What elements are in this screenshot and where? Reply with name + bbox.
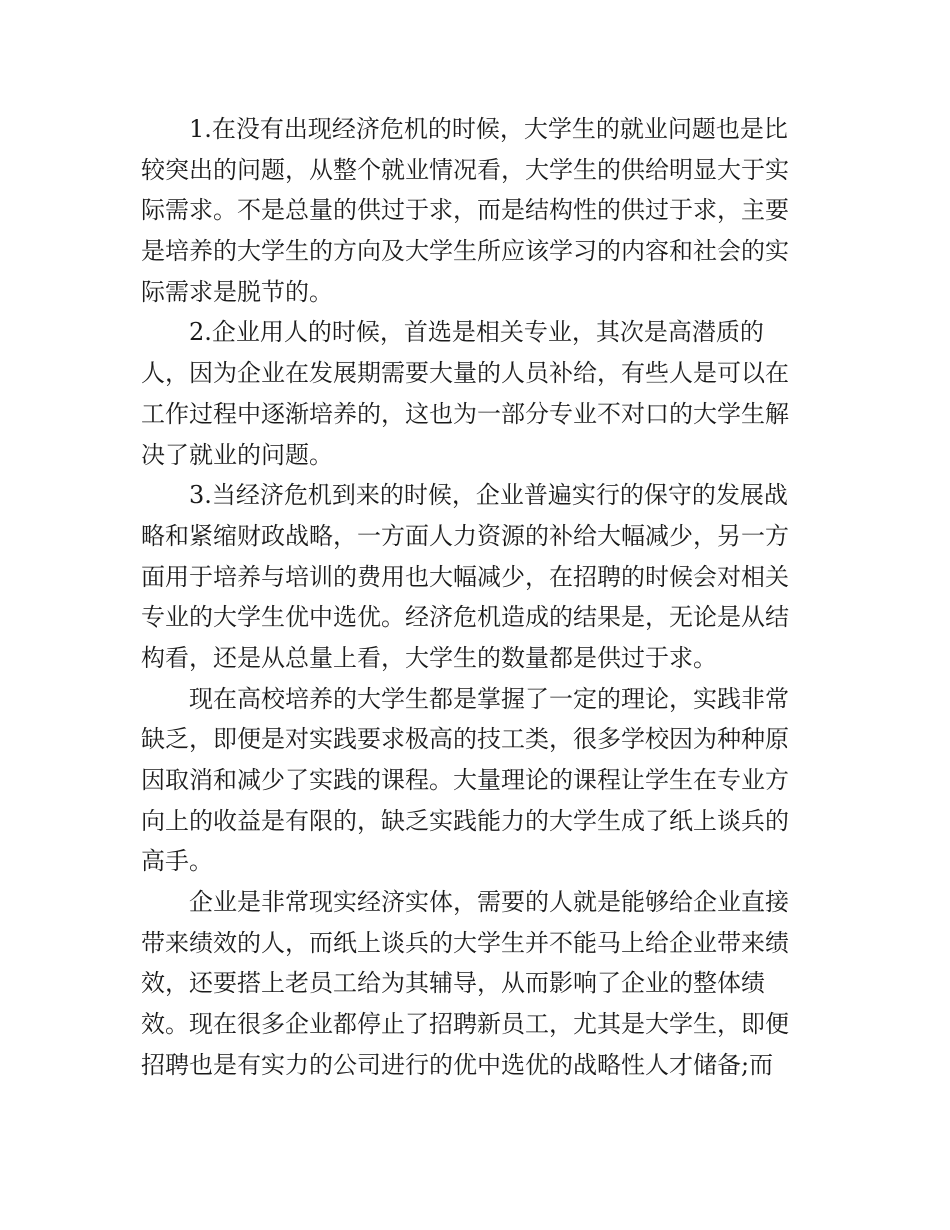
text-line: 因取消和减少了实践的课程。大量理论的课程让学生在专业方 — [141, 766, 789, 794]
text-line: 际需求是脱节的。 — [141, 277, 333, 306]
text-line: 构看，还是从总量上看，大学生的数量都是供过于求。 — [141, 643, 717, 672]
text-line: 3.当经济危机到来的时候，企业普遍实行的保守的发展战 — [189, 481, 788, 510]
text-line: 面用于培养与培训的费用也大幅减少，在招聘的时候会对相关 — [141, 562, 789, 591]
paragraph-5 — [141, 882, 821, 1085]
text-line: 专业的大学生优中选优。经济危机造成的结果是，无论是从结 — [141, 603, 789, 632]
text-line: 向上的收益是有限的，缺乏实践能力的大学生成了纸上谈兵的 — [141, 806, 789, 835]
text-line: 带来绩效的人，而纸上谈兵的大学生并不能马上给企业带来绩 — [141, 928, 789, 957]
text-line: 缺乏，即便是对实践要求极高的技工类，很多学校因为种种原 — [141, 725, 789, 754]
text-line: 1.在没有出现经济危机的时候，大学生的就业问题也是比 — [189, 115, 788, 143]
text-line: 现在高校培养的大学生都是掌握了一定的理论，实践非常 — [189, 684, 789, 713]
text-line: 较突出的问题，从整个就业情况看，大学生的供给明显大于实 — [141, 155, 789, 184]
text-line: 高手。 — [141, 847, 213, 876]
text-line: 是培养的大学生的方向及大学生所应该学习的内容和社会的实 — [141, 237, 789, 266]
paragraph-3 — [141, 475, 821, 678]
text-line: 人，因为企业在发展期需要大量的人员补给，有些人是可以在 — [141, 359, 789, 388]
paragraph-2 — [141, 312, 821, 475]
text-line: 企业是非常现实经济实体，需要的人就是能够给企业直接 — [189, 888, 789, 917]
text-line: 决了就业的问题。 — [141, 440, 333, 469]
text-line: 际需求。不是总量的供过于求，而是结构性的供过于求，主要 — [141, 196, 789, 225]
paragraph-1 — [141, 109, 821, 312]
text-line: 效，还要搭上老员工给为其辅导，从而影响了企业的整体绩 — [141, 969, 765, 998]
text-line: 略和紧缩财政战略，一方面人力资源的补给大幅减少，另一方 — [141, 521, 789, 550]
text-line: 2.企业用人的时候，首选是相关专业，其次是高潜质的 — [189, 318, 764, 347]
text-line: 效。现在很多企业都停止了招聘新员工，尤其是大学生，即便 — [141, 1010, 789, 1039]
text-line: 招聘也是有实力的公司进行的优中选优的战略性人才储备;而 — [141, 1050, 774, 1079]
text-line: 工作过程中逐渐培养的，这也为一部分专业不对口的大学生解 — [141, 399, 789, 428]
body-text — [141, 109, 821, 1086]
paragraph-4 — [141, 679, 821, 882]
